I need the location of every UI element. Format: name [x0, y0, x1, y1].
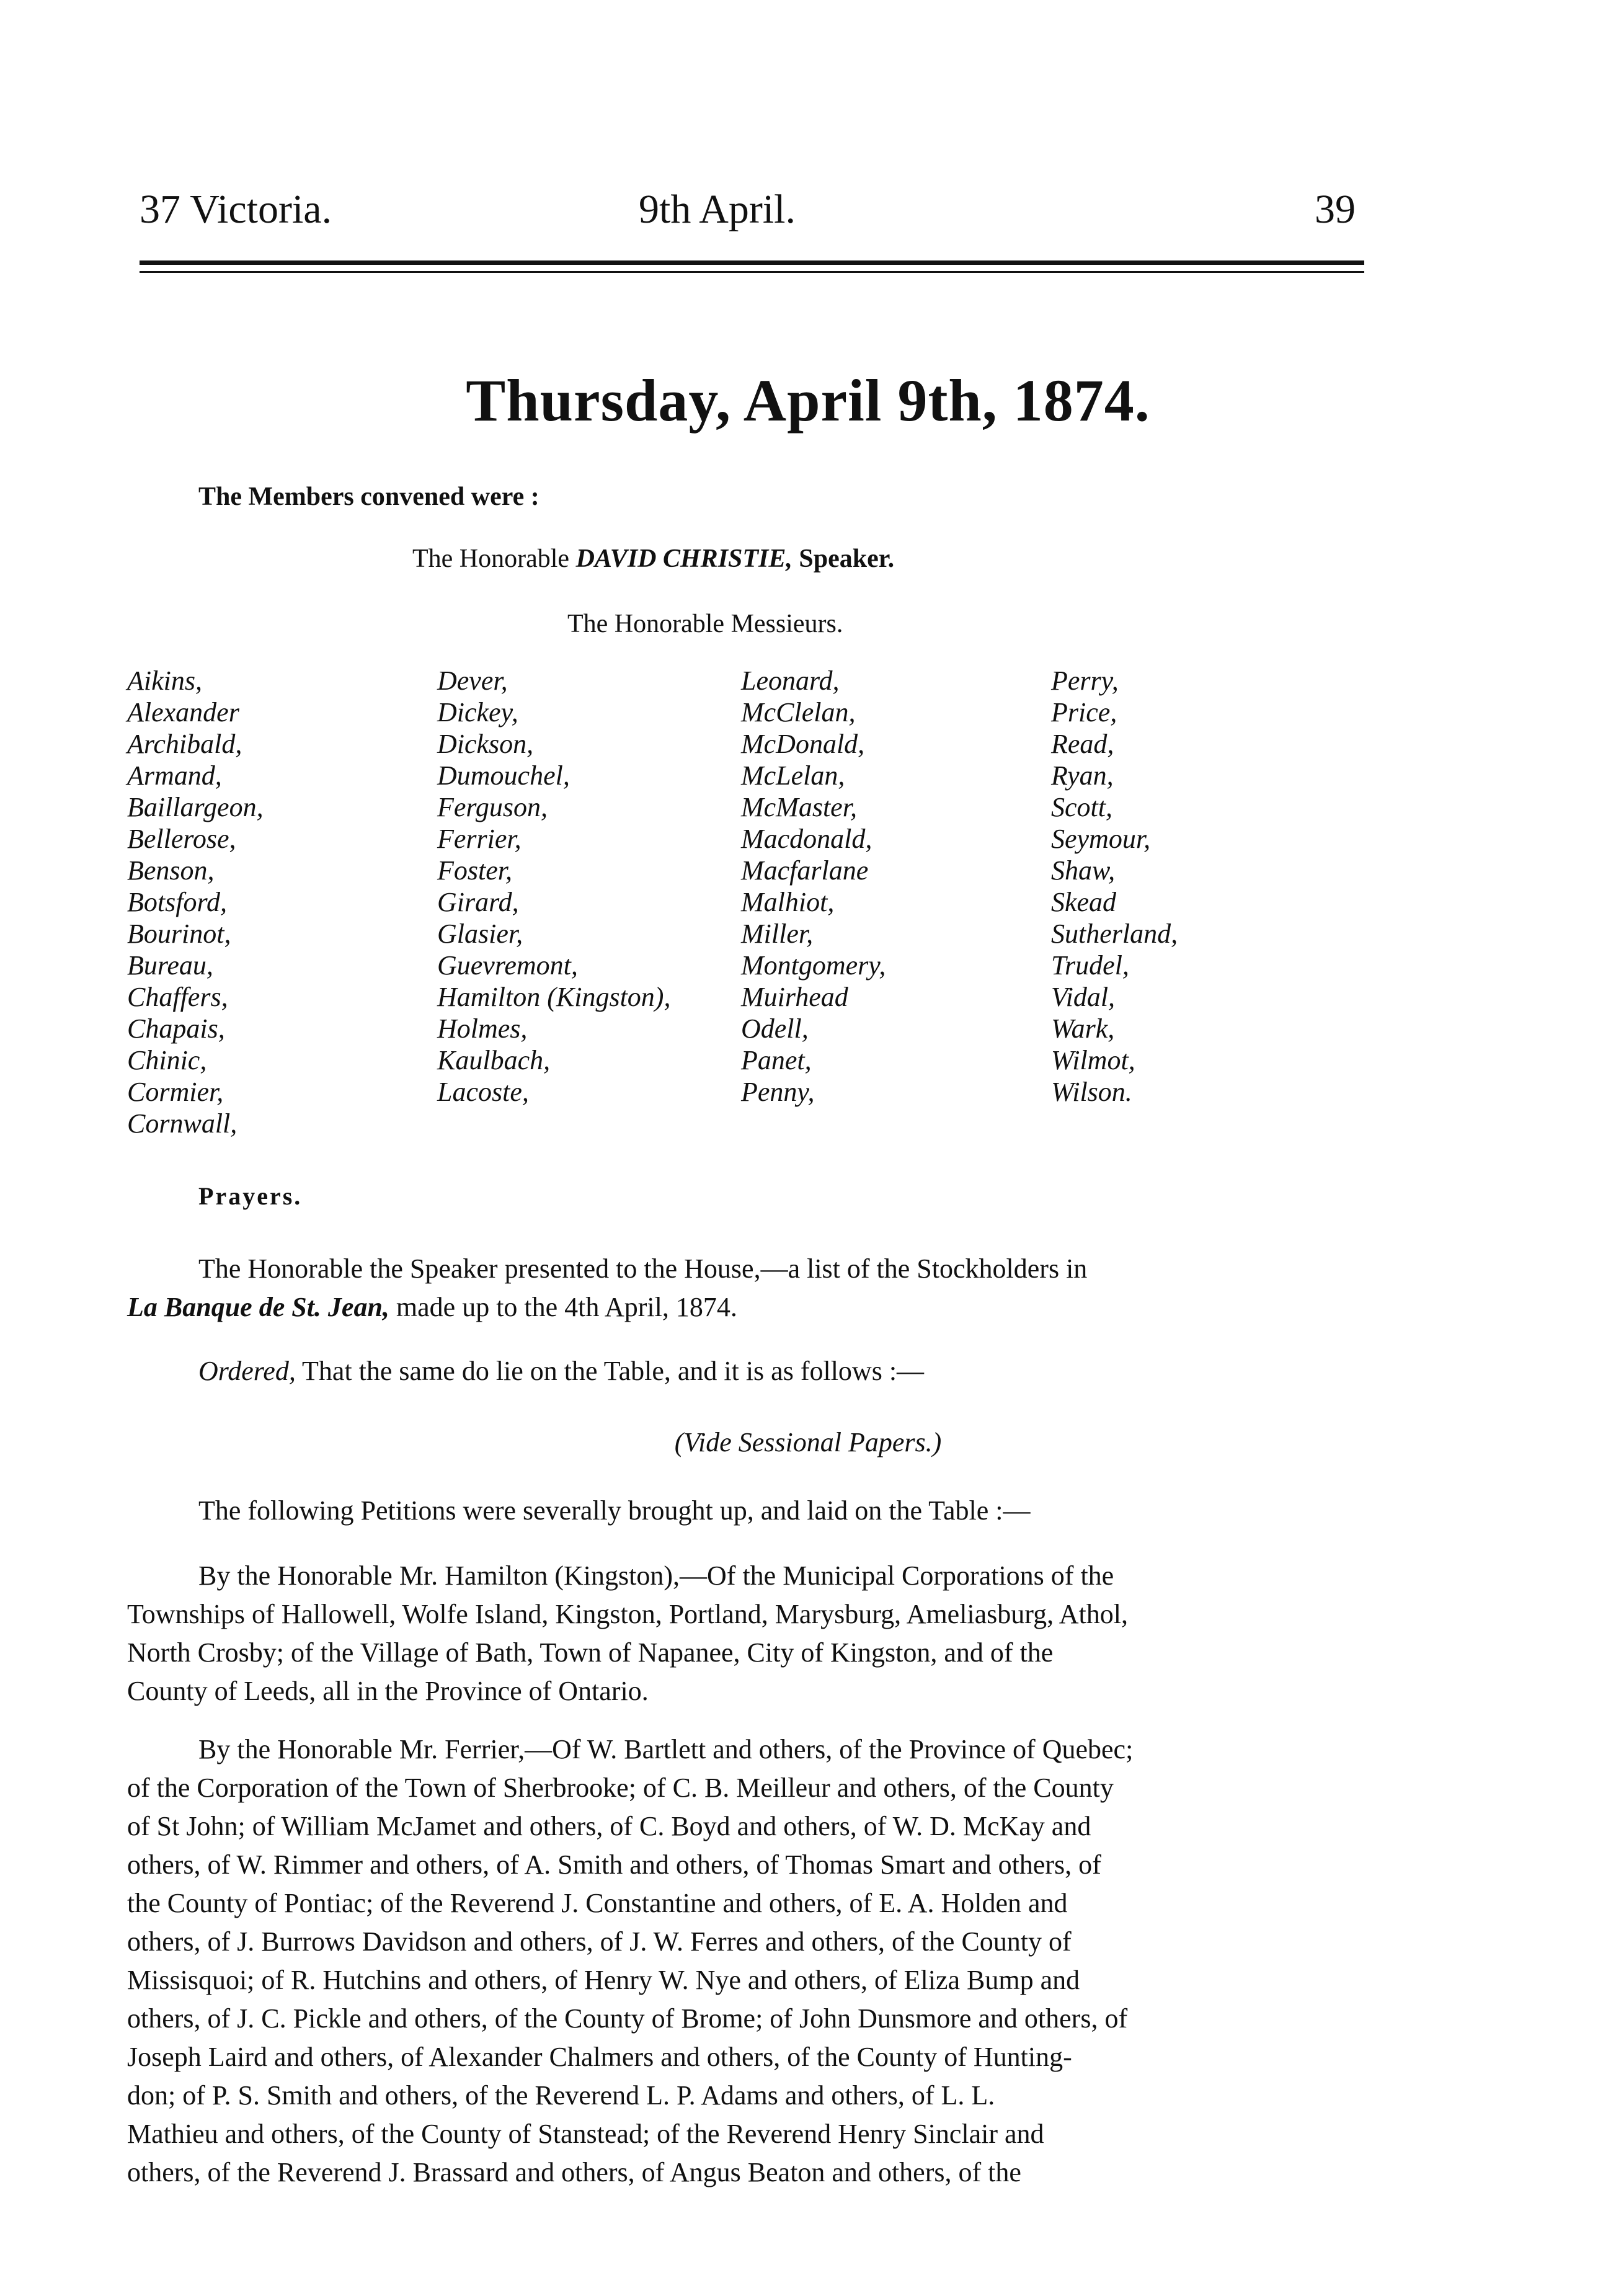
paragraph-line: don; of P. S. Smith and others, of the Reverend L. P. Adams and others, of L. L. [127, 2080, 995, 2111]
speaker-suffix: Speaker. [799, 545, 895, 573]
member-name: Dickson, [437, 729, 534, 759]
paragraph-line: the County of Pontiac; of the Reverend J. Constantine and others, of E. A. Holden and [127, 1888, 1068, 1918]
header-rule-thin [140, 271, 1364, 273]
header-rule-thick [140, 260, 1364, 265]
member-name: Archibald, [127, 729, 242, 759]
paragraph-line: others, of J. C. Pickle and others, of the County of Brome; of John Dunsmore and others, of [127, 2003, 1128, 2034]
member-name: Leonard, [741, 665, 840, 696]
member-name: Sutherland, [1051, 919, 1178, 949]
member-name: McClelan, [741, 697, 856, 728]
messieurs-heading: The Honorable Messieurs. [567, 610, 843, 638]
ordered-label: Ordered, [198, 1356, 296, 1386]
member-name: Perry, [1051, 665, 1119, 696]
member-name: Foster, [437, 855, 512, 886]
member-name: Bureau, [127, 950, 213, 981]
members-convened-label: The Members convened were : [198, 483, 539, 511]
paragraph-line: Townships of Hallowell, Wolfe Island, Kingston, Portland, Marysburg, Ameliasburg, Athol, [127, 1599, 1128, 1629]
member-name: Baillargeon, [127, 792, 264, 822]
member-name: Malhiot, [741, 887, 835, 917]
page-title: Thursday, April 9th, 1874. [466, 367, 1150, 434]
member-name: Armand, [127, 760, 222, 791]
member-name: McDonald, [741, 729, 865, 759]
bank-name: La Banque de St. Jean, [127, 1292, 389, 1322]
paragraph-line: By the Honorable Mr. Hamilton (Kingston),—Of the Municipal Corporations of the [198, 1560, 1114, 1591]
member-name: McLelan, [741, 760, 845, 791]
member-name: Alexander [127, 697, 239, 728]
paragraph-line: Missisquoi; of R. Hutchins and others, of Henry W. Nye and others, of Eliza Bump and [127, 1965, 1080, 1995]
member-name: Chapais, [127, 1013, 225, 1044]
member-name: Ryan, [1051, 760, 1114, 791]
paragraph-text: made up to the 4th April, 1874. [389, 1292, 737, 1322]
speaker-name: DAVID CHRISTIE, [575, 545, 792, 573]
paragraph-text: That the same do lie on the Table, and it is as follows :— [295, 1356, 925, 1386]
member-name: Macdonald, [741, 824, 872, 854]
member-name: Bourinot, [127, 919, 231, 949]
member-name: Cormier, [127, 1077, 224, 1107]
paragraph-line: The Honorable the Speaker presented to the House,—a list of the Stockholders in [198, 1253, 1088, 1284]
member-name: Trudel, [1051, 950, 1129, 981]
member-name: Chinic, [127, 1045, 207, 1075]
member-name: Kaulbach, [437, 1045, 551, 1075]
paragraph-line: others, of J. Burrows Davidson and others, of J. W. Ferres and others, of the County of [127, 1926, 1072, 1957]
member-name: Read, [1051, 729, 1114, 759]
member-name: Holmes, [437, 1013, 528, 1044]
member-name: Bellerose, [127, 824, 236, 854]
member-name: Dumouchel, [437, 760, 570, 791]
member-name: Scott, [1051, 792, 1112, 822]
paragraph-line: Joseph Laird and others, of Alexander Chalmers and others, of the County of Hunting- [127, 2042, 1072, 2072]
member-name: Price, [1051, 697, 1117, 728]
paragraph-petitions: The following Petitions were severally brought up, and laid on the Table :— [198, 1495, 1031, 1526]
paragraph-line: Mathieu and others, of the County of Stanstead; of the Reverend Henry Sinclair and [127, 2119, 1044, 2149]
member-name: Wark, [1051, 1013, 1115, 1044]
member-name: Wilson. [1051, 1077, 1132, 1107]
paragraph-line [127, 1288, 1367, 1327]
members-column-4 [1051, 665, 1178, 1108]
speaker-line [412, 540, 894, 579]
member-name: Penny, [741, 1077, 815, 1107]
member-name: Cornwall, [127, 1108, 238, 1139]
member-name: Vidal, [1051, 982, 1116, 1012]
speaker-prefix: The Honorable [412, 545, 570, 573]
member-name: Seymour, [1051, 824, 1151, 854]
paragraph-ordered [127, 1352, 1367, 1391]
page-header-left: 37 Victoria. [140, 187, 332, 232]
page-header-date: 9th April. [639, 187, 796, 232]
prayers-heading: Prayers. [198, 1182, 303, 1210]
member-name: Guevremont, [437, 950, 578, 981]
paragraph-line: of the Corporation of the Town of Sherbrooke; of C. B. Meilleur and others, of the County [127, 1773, 1114, 1803]
member-name: Aikins, [127, 665, 202, 696]
paragraph-line: of St John; of William McJamet and others, of C. Boyd and others, of W. D. McKay and [127, 1811, 1091, 1841]
member-name: Botsford, [127, 887, 227, 917]
member-name: Lacoste, [437, 1077, 529, 1107]
member-name: Ferguson, [437, 792, 548, 822]
member-name: Macfarlane [741, 855, 869, 886]
members-column-2 [437, 665, 670, 1108]
paragraph-ferrier [127, 1730, 1367, 2192]
members-column-1 [127, 665, 264, 1139]
member-name: Panet, [741, 1045, 812, 1075]
member-name: Montgomery, [741, 950, 886, 981]
member-name: Glasier, [437, 919, 523, 949]
paragraph-line: By the Honorable Mr. Ferrier,—Of W. Bartlett and others, of the Province of Quebec; [198, 1734, 1134, 1764]
paragraph-line: others, of W. Rimmer and others, of A. Smith and others, of Thomas Smart and others, of [127, 1849, 1101, 1880]
member-name: Muirhead [741, 982, 848, 1012]
member-name: Benson, [127, 855, 215, 886]
paragraph-line: others, of the Reverend J. Brassard and others, of Angus Beaton and others, of the [127, 2157, 1021, 2187]
member-name: Wilmot, [1051, 1045, 1135, 1075]
members-column-3 [741, 665, 886, 1108]
paragraph-line: North Crosby; of the Village of Bath, Town of Napanee, City of Kingston, and of the [127, 1637, 1054, 1668]
paragraph-line: County of Leeds, all in the Province of Ontario. [127, 1676, 649, 1706]
member-name: Dickey, [437, 697, 518, 728]
member-name: Dever, [437, 665, 508, 696]
member-name: Hamilton (Kingston), [437, 982, 671, 1012]
paragraph-hamilton [127, 1557, 1367, 1711]
paragraph-stockholders [127, 1250, 1367, 1327]
member-name: Skead [1051, 887, 1117, 917]
member-name: Shaw, [1051, 855, 1116, 886]
member-name: Chaffers, [127, 982, 228, 1012]
member-name: Miller, [741, 919, 814, 949]
member-name: Odell, [741, 1013, 809, 1044]
member-name: Girard, [437, 887, 519, 917]
member-name: McMaster, [741, 792, 857, 822]
member-name: Ferrier, [437, 824, 522, 854]
vide-sessional-papers: (Vide Sessional Papers.) [674, 1427, 942, 1457]
page-number: 39 [1315, 187, 1356, 232]
